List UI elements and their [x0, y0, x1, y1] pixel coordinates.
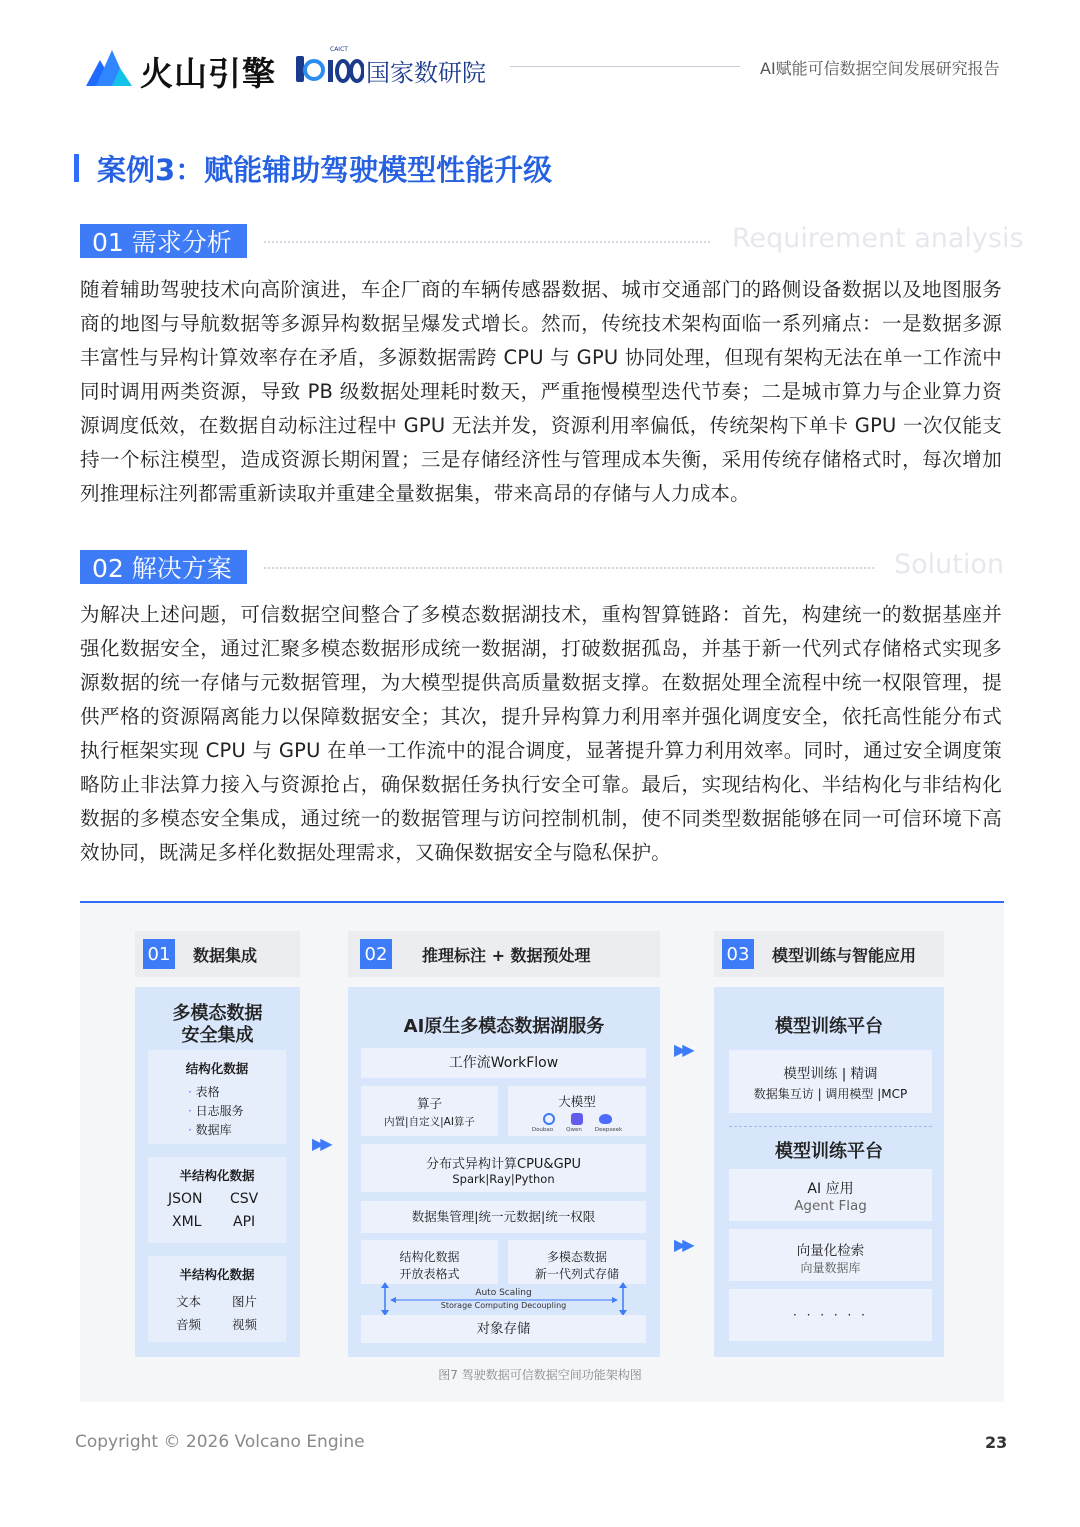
brand-name: 火山引擎 [140, 54, 276, 93]
box-subtitle: Agent Flag [794, 1198, 867, 1214]
structured-data-box [148, 1050, 286, 1144]
column-inner-title: 模型训练平台 [775, 1141, 883, 1162]
model-name: Qwen [566, 1127, 582, 1133]
list-item: CSV [230, 1191, 259, 1207]
unstructured-data-box [148, 1256, 286, 1342]
section-header-solution [80, 550, 247, 584]
box-subtitle: 开放表格式 [399, 1267, 460, 1281]
decoupling-label: Storage Computing Decoupling [440, 1301, 567, 1310]
box-title: 模型训练 | 精调 [783, 1066, 878, 1082]
box-subtitle: 新一代列式存储 [534, 1267, 619, 1281]
box-title: 半结构化数据 [179, 1168, 255, 1183]
box-title: 向量化检索 [796, 1243, 865, 1259]
list-item: 音频 [176, 1317, 202, 1332]
box-title: 分布式异构计算CPU&GPU [426, 1157, 581, 1172]
list-item: JSON [168, 1191, 203, 1207]
multimodal-storage-box [508, 1240, 646, 1284]
column-title: 数据集成 [193, 945, 258, 965]
box-subtitle: 向量数据库 [800, 1261, 861, 1275]
section-divider [264, 567, 874, 569]
column-number: 02 [360, 939, 392, 969]
section-english-title: Solution [894, 549, 1004, 580]
model-training-box [729, 1050, 932, 1113]
box-title: 结构化数据 [185, 1061, 249, 1076]
column-number: 03 [722, 939, 754, 969]
section-title: 01 需求分析 [92, 228, 232, 257]
ai-application-box [729, 1169, 932, 1221]
box-title: 多模态数据 [546, 1250, 607, 1264]
list-item: XML [172, 1214, 202, 1230]
report-title: AI赋能可信数据空间发展研究报告 [760, 59, 1000, 78]
model-name: Deepseek [594, 1127, 623, 1133]
vector-search-box [729, 1229, 932, 1281]
box-title: 结构化数据 [399, 1250, 460, 1264]
more-box: · · · · · · [729, 1289, 932, 1341]
qwen-model-icon [571, 1113, 583, 1125]
section-header-requirement [80, 224, 247, 258]
flow-arrow-icon: ▶▶ [674, 1235, 691, 1254]
box-subtitle: 数据集互访 | 调用模型 |MCP [753, 1087, 908, 1101]
section-paragraph: 随着辅助驾驶技术向高阶演进，车企厂商的车辆传感器数据、城市交通部门的路侧设备数据以及地图服务商的地图与导航数据等多源异构数据呈爆发式增长。然而，传统技术架构面临一系列痛点：一是数据多源丰富性与异构计算效率存在矛盾，多源数据需跨 CPU 与 GPU 协同处理，但现有架构无法在单一工作流中同时调用两类资源，导致 PB 级数据处理耗时数天，严重拖慢模型迭代节奏；二是城市算力与企业算力资源调度低效，在数据自动标注过程中 GPU 无法并发，资源利用率偏低，传统架构下单卡 GPU 一次仅能支持一个标注模型，造成资源长期闲置；三是存储经济性与管理成本失衡，采用传统存储格式时，每次增加列推理标注列都需重新读取并重建全量数据集，带来高昂的存储与人力成本。 [80, 278, 1002, 505]
column-inner-title: 多模态数据 [172, 1003, 263, 1024]
column-number: 01 [143, 939, 175, 969]
section-divider [264, 241, 710, 243]
column-inner-title: AI原生多模态数据湖服务 [403, 1016, 605, 1037]
compute-box [361, 1144, 646, 1192]
copyright: Copyright © 2026 Volcano Engine [75, 1432, 365, 1452]
figure-caption: 图7 驾驶数据可信数据空间功能架构图 [438, 1368, 642, 1382]
column-inner-title: 模型训练平台 [775, 1016, 883, 1037]
llm-box [508, 1086, 646, 1136]
list-item: 文本 [176, 1294, 202, 1309]
title-accent-bar [74, 154, 79, 182]
page-title: 案例3：赋能辅助驾驶模型性能升级 [97, 153, 553, 187]
model-name: Doubao [531, 1127, 554, 1133]
page-number: 23 [985, 1433, 1008, 1452]
partner-name: 国家数研院 [366, 59, 486, 87]
auto-scaling-label: Auto Scaling [475, 1288, 532, 1298]
box-subtitle: Spark|Ray|Python [452, 1172, 555, 1186]
partner-logo-small-text: CAICT [330, 46, 348, 53]
list-item: 图片 [232, 1294, 258, 1309]
column-title: 模型训练与智能应用 [772, 945, 917, 965]
workflow-box: 工作流WorkFlow [361, 1048, 646, 1078]
semi-structured-data-box [148, 1157, 286, 1243]
dashed-divider [729, 1126, 932, 1127]
caict-logo-icon [294, 50, 364, 84]
section-title: 02 解决方案 [92, 554, 232, 583]
column-header-inference [348, 931, 660, 977]
column-header-training [714, 931, 944, 977]
box-title: AI 应用 [807, 1181, 854, 1197]
list-item: API [233, 1214, 256, 1230]
column-header-data-integration [135, 931, 300, 977]
structured-storage-box [361, 1240, 498, 1284]
flow-arrow-icon: ▶▶ [674, 1040, 691, 1059]
volcano-logo-icon [86, 46, 132, 86]
dataset-management-box: 数据集管理|统一元数据|统一权限 [361, 1201, 646, 1233]
header-divider [510, 66, 740, 67]
deepseek-model-icon [599, 1114, 612, 1124]
list-item: · 数据库 [188, 1123, 232, 1137]
column-inner-title: 安全集成 [181, 1025, 254, 1046]
section-paragraph: 为解决上述问题，可信数据空间整合了多模态数据湖技术，重构智算链路：首先，构建统一的数据基座并强化数据安全，通过汇聚多模态数据形成统一数据湖，打破数据孤岛，并基于新一代列式存储格式实现多源数据的统一存储与元数据管理，为大模型提供高质量数据支撑。在数据处理全流程中统一权限管理，提供严格的资源隔离能力以保障数据安全；其次，提升异构算力利用率并强化调度安全，依托高性能分布式执行框架实现 CPU 与 GPU 在单一工作流中的混合调度，显著提升算力利用效率。同时，通过安全调度策略防止非法算力接入与资源抢占，确保数据任务执行安全可靠。最后，实现结构化、半结构化与非结构化数据的多模态安全集成，通过统一的数据管理与访问控制机制，使不同类型数据能够在同一可信环境下高效协同，既满足多样化数据处理需求，又确保数据安全与隐私保护。 [80, 603, 1002, 864]
section-english-title: Requirement analysis [732, 223, 1024, 254]
operator-box [361, 1086, 498, 1136]
box-title: 大模型 [558, 1094, 596, 1109]
box-title: 算子 [416, 1096, 442, 1111]
box-title: 半结构化数据 [179, 1267, 255, 1282]
list-item: · 日志服务 [188, 1104, 244, 1118]
list-item: 视频 [232, 1317, 258, 1332]
column-title: 推理标注 + 数据预处理 [422, 945, 591, 965]
list-item: · 表格 [188, 1085, 220, 1099]
box-subtitle: 内置|自定义|AI算子 [384, 1116, 475, 1128]
object-storage-box: 对象存储 [361, 1315, 646, 1343]
flow-arrow-icon: ▶▶ [312, 1134, 329, 1153]
doubao-model-icon [543, 1113, 555, 1125]
